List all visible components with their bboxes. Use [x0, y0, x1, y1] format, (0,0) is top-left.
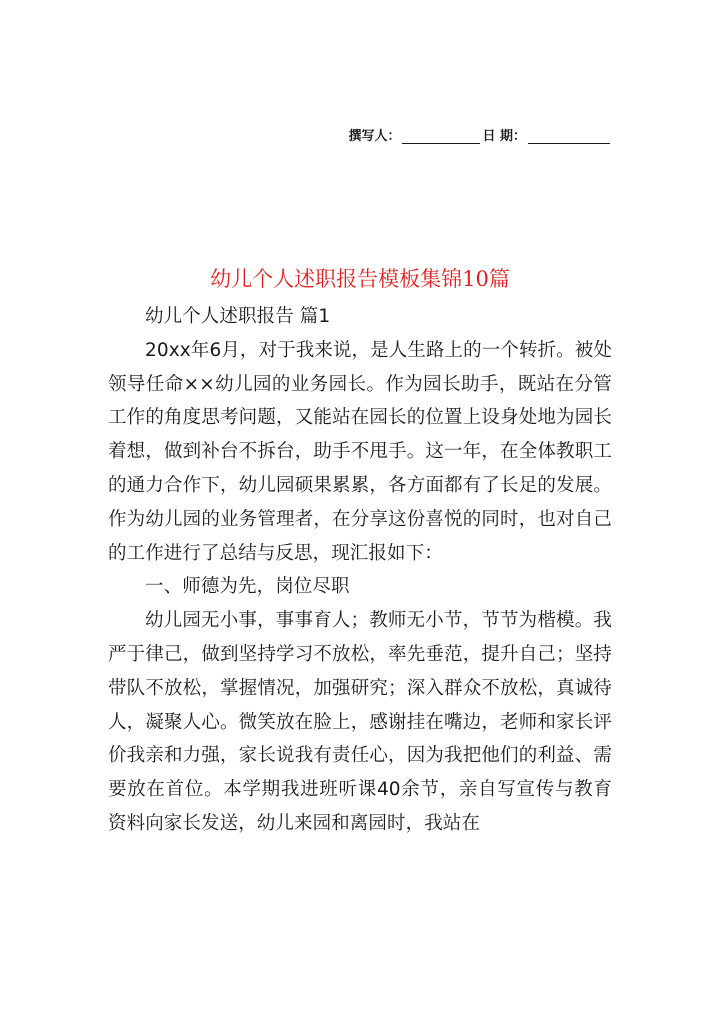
subsection-heading: 一、师德为先，岗位尽职	[145, 576, 350, 598]
body-paragraph: 20xx年6月，对于我来说，是人生路上的一个转折。被处领导任命××幼儿园的业务园长。作为园长助手，既站在分管工作的角度思考问题，又能站在园长的位置上设身处地为园长着想，做到补台不拆台，助手不甩手。这一年，在全体教职工的通力合作下，幼儿园硕果累累，各方面都有了长足的发展。作为幼儿园的业务管理者，在分享这份喜悦的同时，也对自己的工作进行了总结与反思，现汇报如下：	[108, 339, 612, 564]
date-blank-line	[528, 129, 610, 144]
author-blank-line	[402, 129, 480, 144]
section-heading: 幼儿个人述职报告 篇1	[145, 306, 331, 327]
date-label: 日 期：	[482, 129, 526, 144]
body-paragraph: 幼儿园无小事，事事育人；教师无小节，节节为楷模。我严于律己，做到坚持学习不放松，率先垂范，提升自己；坚持带队不放松，掌握情况，加强研究；深入群众不放松，真诚待人，凝聚人心。微笑放在脸上，感谢挂在嘴边，老师和家长评价我亲和力强，家长说我有责任心，因为我把他们的利益、需要放在首位。本学期我进班听课40余节，亲自写宣传与教育资料向家长发送，幼儿来园和离园时，我站在	[108, 610, 612, 834]
document-body	[108, 300, 612, 841]
document-title: 幼儿个人述职报告模板集锦10篇	[210, 267, 510, 291]
author-label: 撰写人：	[348, 129, 401, 144]
document-header	[348, 125, 612, 144]
